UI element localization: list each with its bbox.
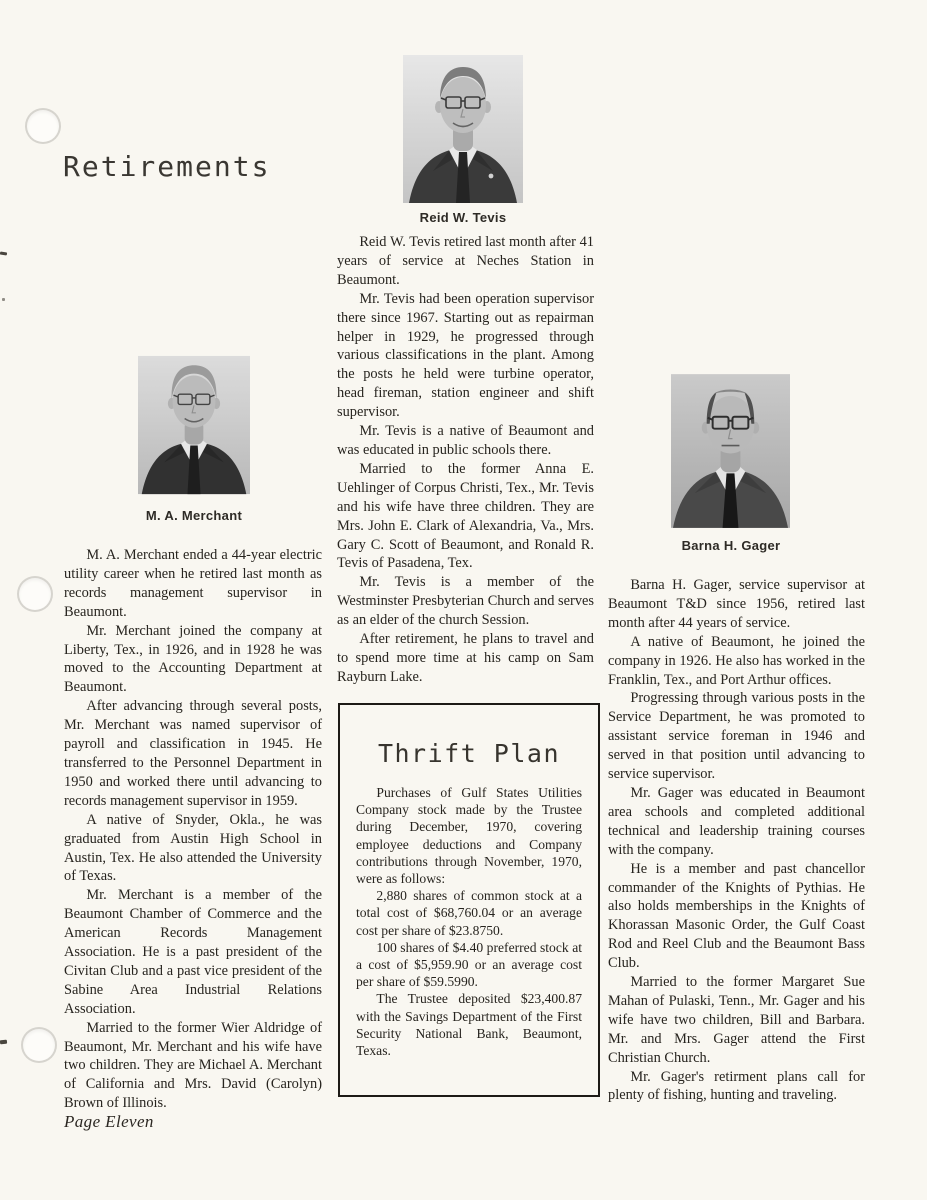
article-paragraph: Mr. Tevis had been operation supervisor there since 1967. Starting out as repairman helper in 1929, he progressed through various classifications in the plant. Among the posts he held were turbine operator, head fireman, station engineer and shift supervisor. [337,290,594,421]
thrift-paragraph: The Trustee deposited $23,400.87 with the Savings Department of the First Security National Bank, Beaumont, Texas. [356,991,582,1059]
article-paragraph: M. A. Merchant ended a 44-year electric utility career when he retired last month as records management supervisor in Beaumont. [64,547,322,620]
article-paragraph: Mr. Merchant joined the company at Liberty, Tex., in 1926, and in 1928 he was moved to the Accounting Department at Beaumont. [64,622,322,696]
article-paragraph: Mr. Tevis is a member of the Westminster Presbyterian Church and serves as an elder of the church Session. [337,574,595,629]
merchant-article [64,546,322,1113]
portrait-illustration [403,55,523,203]
thrift-plan-title: Thrift Plan [377,739,561,768]
thrift-plan-box [338,703,600,1097]
article-paragraph: A native of Snyder, Okla., he was graduated from Austin High School in Austin, Tex. He also attended the University of Texas. [64,811,322,885]
punch-hole [17,576,53,612]
article-paragraph: He is a member and past chancellor commander of the Knights of Pythias. He also holds memberships in the Knights of Khorassan Masonic Order, the Gulf Coast Rod and Reel Club and the Beaumont Bass Club. [608,860,865,972]
article-paragraph: A native of Beaumont, he joined the company in 1926. He also has worked in the Franklin, Tex., and Port Arthur offices. [608,633,865,688]
scan-speck [0,1040,7,1045]
scan-speck [2,298,5,301]
portrait-illustration [671,373,790,529]
article-paragraph: After advancing through several posts, Mr. Merchant was named supervisor of payroll and classification in 1945. He transferred to the Personnel Department in 1950 and worked there until advancing to records management supervisor in 1959. [64,698,322,809]
scan-speck [0,252,7,256]
article-paragraph: Mr. Merchant is a member of the Beaumont Chamber of Commerce and the American Records Management Association. He is a past president of the Civitan Club and a past vice president of the Sabine Area Industrial Relations Association. [64,887,322,1017]
article-paragraph: Married to the former Margaret Sue Mahan of Pulaski, Tenn., Mr. Gager and his wife have two children, Bill and Barbara. Mr. and Mrs. Gager attend the First Christian Church. [608,974,865,1066]
article-paragraph: Barna H. Gager, service supervisor at Beaumont T&D since 1956, retired last month after 44 years of service. [608,577,865,631]
page-number: Page Eleven [64,1112,154,1131]
article-paragraph: Mr. Tevis is a native of Beaumont and was educated in public schools there. [337,423,594,458]
punch-hole [25,108,61,144]
gager-photo-caption: Barna H. Gager [681,538,781,553]
punch-hole [21,1027,57,1063]
tevis-article [337,233,594,687]
merchant-photo-caption: M. A. Merchant [145,508,243,523]
gager-article [608,576,865,1105]
article-paragraph: Progressing through various posts in the Service Department, he was promoted to assistant service foreman in 1946 and served in that position until advancing to service supervisor. [608,690,865,783]
article-paragraph: Reid W. Tevis retired last month after 41 years of service at Neches Station in Beaumont. [337,234,594,288]
merchant-portrait-photo [138,352,250,498]
thrift-paragraph: 2,880 shares of common stock at a total cost of $68,760.04 or an average cost per share of $23.8750. [356,888,582,938]
article-paragraph: Married to the former Wier Aldridge of Beaumont, Mr. Merchant and his wife have two children. They are Michael A. Merchant of California and Mrs. David (Carolyn) Brown of Illinois. [64,1019,322,1112]
thrift-paragraph: Purchases of Gulf States Utilities Company stock made by the Trustee during December, 1970, covering employee deductions and Company contributions through November, 1970, were as follows: [356,785,582,887]
article-paragraph: Mr. Gager's retirment plans call for plenty of fishing, hunting and traveling. [608,1068,865,1104]
article-paragraph: After retirement, he plans to travel and to spend more time at his camp on Sam Rayburn Lake. [337,631,594,685]
tevis-photo-caption: Reid W. Tevis [419,210,507,225]
portrait-illustration [138,352,250,498]
thrift-paragraph: 100 shares of $4.40 preferred stock at a cost of $5,959.90 or an average cost per share of $59.5990. [356,939,582,990]
page-title: Retirements [63,150,271,183]
article-paragraph: Married to the former Anna E. Uehlinger of Corpus Christi, Tex., Mr. Tevis and his wife have three children. They are Mrs. John E. Clark of Alexandria, Va., Mrs. Gary C. Scott of Beaumont, and Ronald R. Tevis of Pasadena, Tex. [337,460,594,572]
gager-portrait-photo [671,373,790,529]
article-paragraph: Mr. Gager was educated in Beaumont area schools and completed additional technical and leadership training courses with the company. [608,784,865,858]
tevis-portrait-photo [403,55,523,203]
